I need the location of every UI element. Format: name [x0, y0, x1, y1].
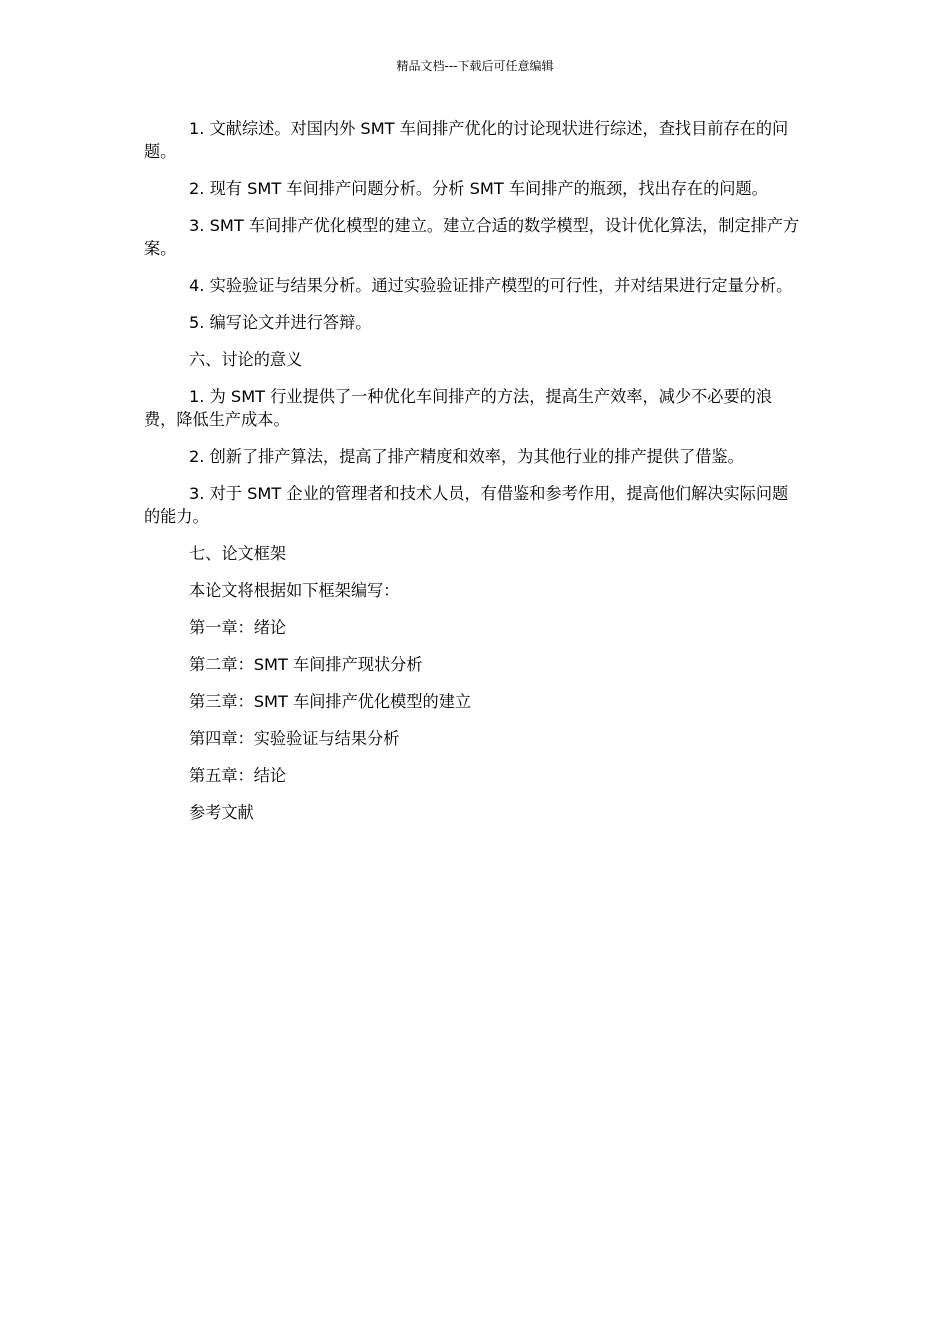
chapter-4: 第四章：实验验证与结果分析 [189, 729, 400, 748]
paragraph-task-1: 1. 文献综述。对国内外 SMT 车间排产优化的讨论现状进行综述，查找目前存在的问题。 [144, 119, 789, 161]
chapter-5: 第五章：结论 [189, 766, 287, 785]
chapter-1: 第一章：绪论 [189, 618, 287, 637]
section-heading-framework: 七、论文框架 [189, 544, 287, 563]
paragraph-task-4: 4. 实验验证与结果分析。通过实验验证排产模型的可行性，并对结果进行定量分析。 [189, 276, 793, 295]
document-body [144, 117, 804, 838]
paragraph-framework-intro: 本论文将根据如下框架编写： [189, 581, 400, 600]
chapter-3: 第三章：SMT 车间排产优化模型的建立 [189, 692, 472, 711]
chapter-2: 第二章：SMT 车间排产现状分析 [189, 655, 423, 674]
page-header: 精品文档---下载后可任意编辑 [396, 59, 554, 73]
paragraph-significance-2: 2. 创新了排产算法，提高了排产精度和效率，为其他行业的排产提供了借鉴。 [189, 447, 744, 466]
references-heading: 参考文献 [189, 803, 254, 822]
paragraph-significance-3: 3. 对于 SMT 企业的管理者和技术人员，有借鉴和参考作用，提高他们解决实际问题的能力。 [144, 484, 789, 526]
paragraph-task-3: 3. SMT 车间排产优化模型的建立。建立合适的数学模型，设计优化算法，制定排产方案。 [144, 216, 800, 258]
paragraph-significance-1: 1. 为 SMT 行业提供了一种优化车间排产的方法，提高生产效率，减少不必要的浪费，降低生产成本。 [144, 387, 773, 429]
paragraph-task-2: 2. 现有 SMT 车间排产问题分析。分析 SMT 车间排产的瓶颈，找出存在的问题。 [189, 179, 768, 198]
paragraph-task-5: 5. 编写论文并进行答辩。 [189, 313, 372, 332]
section-heading-significance: 六、讨论的意义 [189, 350, 303, 369]
